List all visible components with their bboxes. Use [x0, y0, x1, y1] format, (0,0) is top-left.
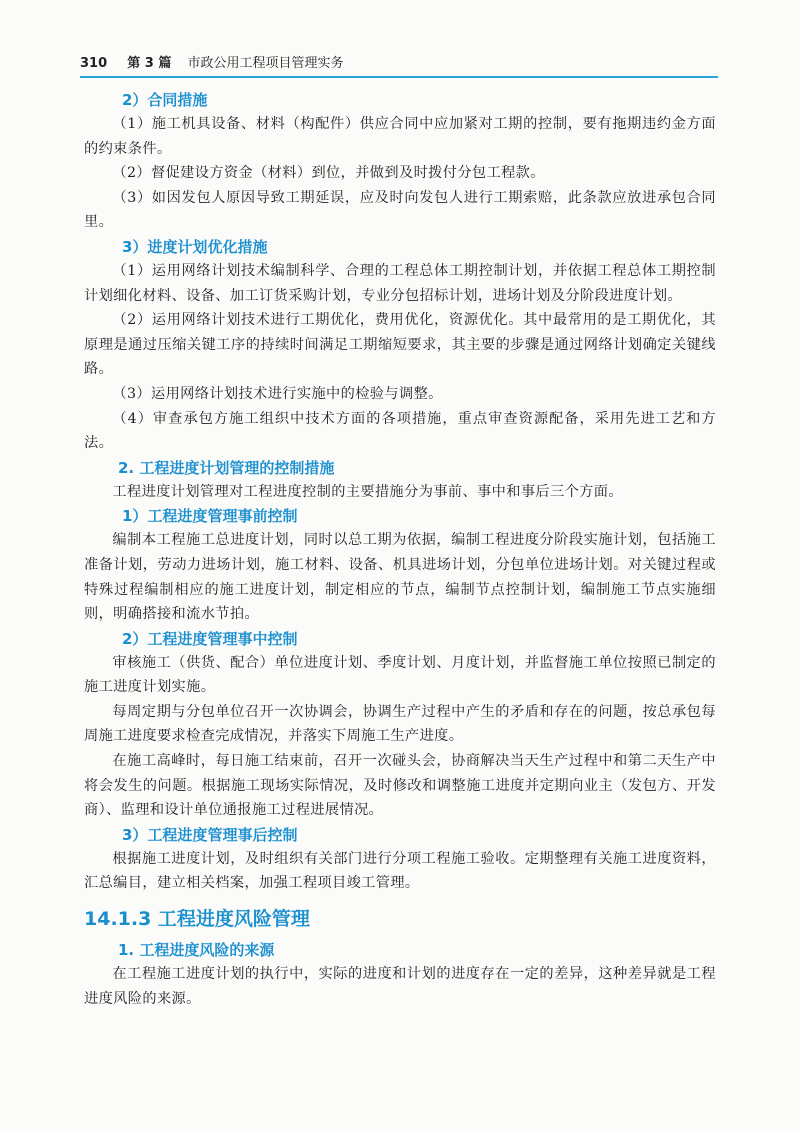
heading-optimize: 3）进度计划优化措施 — [122, 237, 268, 256]
heading-control: 2. 工程进度计划管理的控制措施 — [118, 458, 335, 477]
paragraph: 根据施工进度计划，及时组织有关部门进行分项工程施工验收。定期整理有关施工进度资料，汇总编目，建立相关档案，加强工程项目竣工管理。 — [84, 850, 716, 892]
heading-during: 2）工程进度管理事中控制 — [122, 629, 298, 648]
heading-before: 1）工程进度管理事前控制 — [122, 507, 298, 526]
paragraph: 在施工高峰时，每日施工结束前，召开一次碰头会，协商解决当天生产过程中和第二天生产中将会发生的问题。根据施工现场实际情况，及时修改和调整施工进度并定期向业主（发包方、开发商）、监理和设计单位通报施工过程进展情况。 — [84, 753, 716, 819]
page-number: 310 — [80, 56, 108, 71]
paragraph: 在工程施工进度计划的执行中，实际的进度和计划的进度存在一定的差异，这种差异就是工程进度风险的来源。 — [84, 966, 716, 1007]
page-header — [80, 52, 718, 78]
paragraph: （3）如因发包人原因导致工期延误，应及时向发包人进行工期索赔，此条款应放进承包合同里。 — [84, 189, 716, 231]
heading-contract: 2）合同措施 — [122, 91, 208, 109]
paragraph: （1）施工机具设备、材料（构配件）供应合同中应加紧对工期的控制，要有拖期违约金方面的约束条件。 — [84, 116, 716, 157]
paragraph: 审核施工（供货、配合）单位进度计划、季度计划、月度计划，并监督施工单位按照已制定的施工进度计划实施。 — [84, 654, 716, 696]
paragraph: （2）督促建设方资金（材料）到位，并做到及时拨付分包工程款。 — [112, 165, 545, 182]
paragraph: （1）运用网络计划技术编制科学、合理的工程总体工期控制计划，并依据工程总体工期控制计划细化材料、设备、加工订货采购计划，专业分包招标计划，进场计划及分阶段进度计划。 — [84, 262, 716, 304]
paragraph: （2）运用网络计划技术进行工期优化，费用优化，资源优化。其中最常用的是工期优化，其原理是通过压缩关键工序的持续时间满足工期缩短要求，其主要的步骤是通过网络计划确定关键线路。 — [84, 312, 716, 378]
part-label: 第 3 篇 — [127, 56, 172, 71]
paragraph: 工程进度计划管理对工程进度控制的主要措施分为事前、事中和事后三个方面。 — [112, 483, 623, 500]
paragraph: （3）运用网络计划技术进行实施中的检验与调整。 — [112, 385, 443, 402]
page-body — [84, 88, 716, 1011]
header-title: 市政公用工程项目管理实务 — [187, 56, 344, 71]
section-heading-risk: 14.1.3 工程进度风险管理 — [84, 908, 310, 931]
paragraph: 编制本工程施工总进度计划，同时以总工期为依据，编制工程进度分阶段实施计划，包括施工准备计划，劳动力进场计划，施工材料、设备、机具进场计划，分包单位进场计划。对关键过程或特殊过程编制相应的施工进度计划，制定相应的节点，编制节点控制计划，编制施工节点实施细则，明确搭接和流水节拍。 — [84, 532, 716, 623]
heading-source: 1. 工程进度风险的来源 — [118, 941, 275, 960]
header-rule — [80, 76, 718, 78]
paragraph: 每周定期与分包单位召开一次协调会，协调生产过程中产生的矛盾和存在的问题，按总承包每周施工进度要求检查完成情况，并落实下周施工生产进度。 — [84, 703, 716, 745]
heading-after: 3）工程进度管理事后控制 — [122, 825, 298, 844]
paragraph: （4）审查承包方施工组织中技术方面的各项措施，重点审查资源配备，采用先进工艺和方法。 — [84, 410, 716, 452]
